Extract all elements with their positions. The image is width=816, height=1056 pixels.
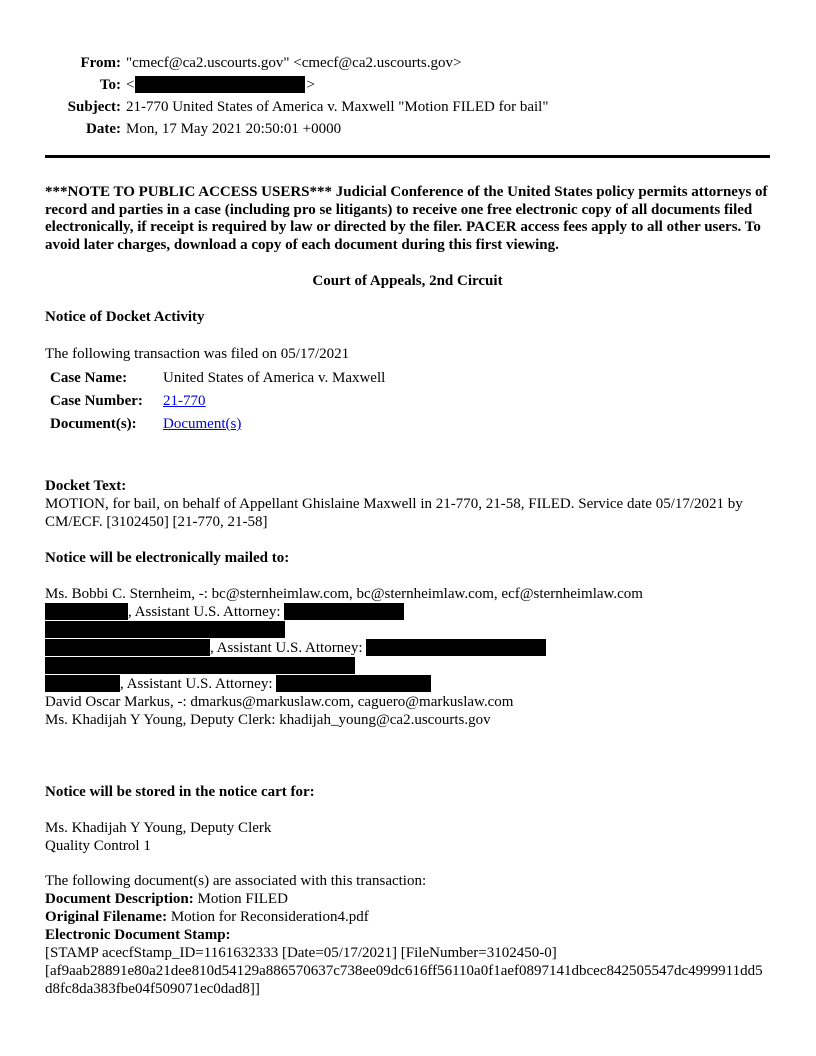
attorney-separator-text: , Assistant U.S. Attorney: xyxy=(128,604,285,620)
redaction-box xyxy=(276,675,431,692)
to-angle-close: > xyxy=(306,77,315,93)
case-number-link[interactable]: 21-770 xyxy=(163,393,206,409)
list-item-redacted xyxy=(45,639,770,657)
redaction-box xyxy=(45,657,355,674)
list-item-redacted xyxy=(45,603,770,621)
list-item-redacted xyxy=(45,657,770,675)
court-title: Court of Appeals, 2nd Circuit xyxy=(312,273,503,289)
notice-of-docket-activity-heading: Notice of Docket Activity xyxy=(45,309,205,325)
date-label: Date: xyxy=(86,121,121,137)
public-access-note: ***NOTE TO PUBLIC ACCESS USERS*** Judicial Conference of the United States policy permits attorneys of record and parties in a case (including pro se litigants) to receive one free electronic copy of all documents filed electronically, if receipt is required by law or directed by the filer. PACER access fees apply to all other users. To avoid later charges, download a copy of each document during this first viewing. xyxy=(45,184,768,253)
stamp-hash-line: [af9aab28891e80a21dee810d54129a886570637c738ee09dc616ff56110a0f1aef0897141dbcec842505547dc4999911dd5d8fc8da383fbe04f509071ec0dad8]] xyxy=(45,963,763,997)
subject-label: Subject: xyxy=(67,99,121,115)
docket-text-body: MOTION, for bail, on behalf of Appellant Ghislaine Maxwell in 21-770, 21-58, FILED. Service date 05/17/2021 by CM/ECF. [3102450] [21-770, 21-58] xyxy=(45,496,743,530)
documents-label: Document(s): xyxy=(50,416,137,432)
electronic-document-stamp-heading: Electronic Document Stamp: xyxy=(45,927,231,943)
case-name-label: Case Name: xyxy=(50,370,128,386)
to-label: To: xyxy=(99,77,121,93)
documents-intro: The following document(s) are associated with this transaction: xyxy=(45,873,427,889)
document-description-label: Document Description: xyxy=(45,891,194,907)
table-row xyxy=(45,416,770,439)
mailed-to-list xyxy=(45,585,770,729)
cart-name: Quality Control 1 xyxy=(45,838,151,854)
list-item-redacted xyxy=(45,621,770,639)
redaction-box xyxy=(366,639,546,656)
to-value xyxy=(126,74,770,96)
case-info-table xyxy=(45,370,770,439)
transaction-filed-line: The following transaction was filed on 05/17/2021 xyxy=(45,346,350,362)
subject-value: 21-770 United States of America v. Maxwell "Motion FILED for bail" xyxy=(126,99,549,115)
original-filename-value: Motion for Reconsideration4.pdf xyxy=(170,909,369,925)
cart-name: Ms. Khadijah Y Young, Deputy Clerk xyxy=(45,820,272,836)
notice-cart-names xyxy=(45,819,770,855)
to-redaction-box xyxy=(135,76,305,93)
redaction-box xyxy=(45,675,120,692)
horizontal-divider xyxy=(45,155,770,158)
redaction-box xyxy=(45,621,285,638)
docket-text-section xyxy=(45,477,770,531)
redaction-box xyxy=(45,639,210,656)
to-angle-open: < xyxy=(126,77,135,93)
document-description-line xyxy=(45,890,770,908)
list-item: Ms. Khadijah Y Young, Deputy Clerk: khadijah_young@ca2.uscourts.gov xyxy=(45,712,491,728)
stamp-id-line: [STAMP acecfStamp_ID=1161632333 [Date=05/17/2021] [FileNumber=3102450-0] xyxy=(45,945,557,961)
email-header xyxy=(45,52,770,140)
associated-documents-section xyxy=(45,872,770,998)
case-number-label: Case Number: xyxy=(50,393,143,409)
docket-text-heading: Docket Text: xyxy=(45,478,127,494)
electronically-mailed-heading: Notice will be electronically mailed to: xyxy=(45,550,290,566)
from-value: "cmecf@ca2.uscourts.gov" <cmecf@ca2.uscourts.gov> xyxy=(126,55,462,71)
original-filename-label: Original Filename: xyxy=(45,909,168,925)
case-name-value: United States of America v. Maxwell xyxy=(163,370,386,386)
list-item-redacted xyxy=(45,675,770,693)
document-description-value: Motion FILED xyxy=(197,891,288,907)
documents-link[interactable]: Document(s) xyxy=(163,416,242,432)
table-row xyxy=(45,370,770,393)
list-item: David Oscar Markus, -: dmarkus@markuslaw.com, caguero@markuslaw.com xyxy=(45,694,514,710)
from-label: From: xyxy=(80,55,121,71)
list-item: Ms. Bobbi C. Sternheim, -: bc@sternheimlaw.com, bc@sternheimlaw.com, ecf@sternheimlaw.com xyxy=(45,586,643,602)
redaction-box xyxy=(284,603,404,620)
notice-cart-heading: Notice will be stored in the notice cart for: xyxy=(45,784,315,800)
attorney-separator-text: , Assistant U.S. Attorney: xyxy=(210,640,367,656)
table-row xyxy=(45,393,770,416)
original-filename-line xyxy=(45,908,770,926)
attorney-separator-text: , Assistant U.S. Attorney: xyxy=(120,676,277,692)
redaction-box xyxy=(45,603,128,620)
date-value: Mon, 17 May 2021 20:50:01 +0000 xyxy=(126,121,342,137)
